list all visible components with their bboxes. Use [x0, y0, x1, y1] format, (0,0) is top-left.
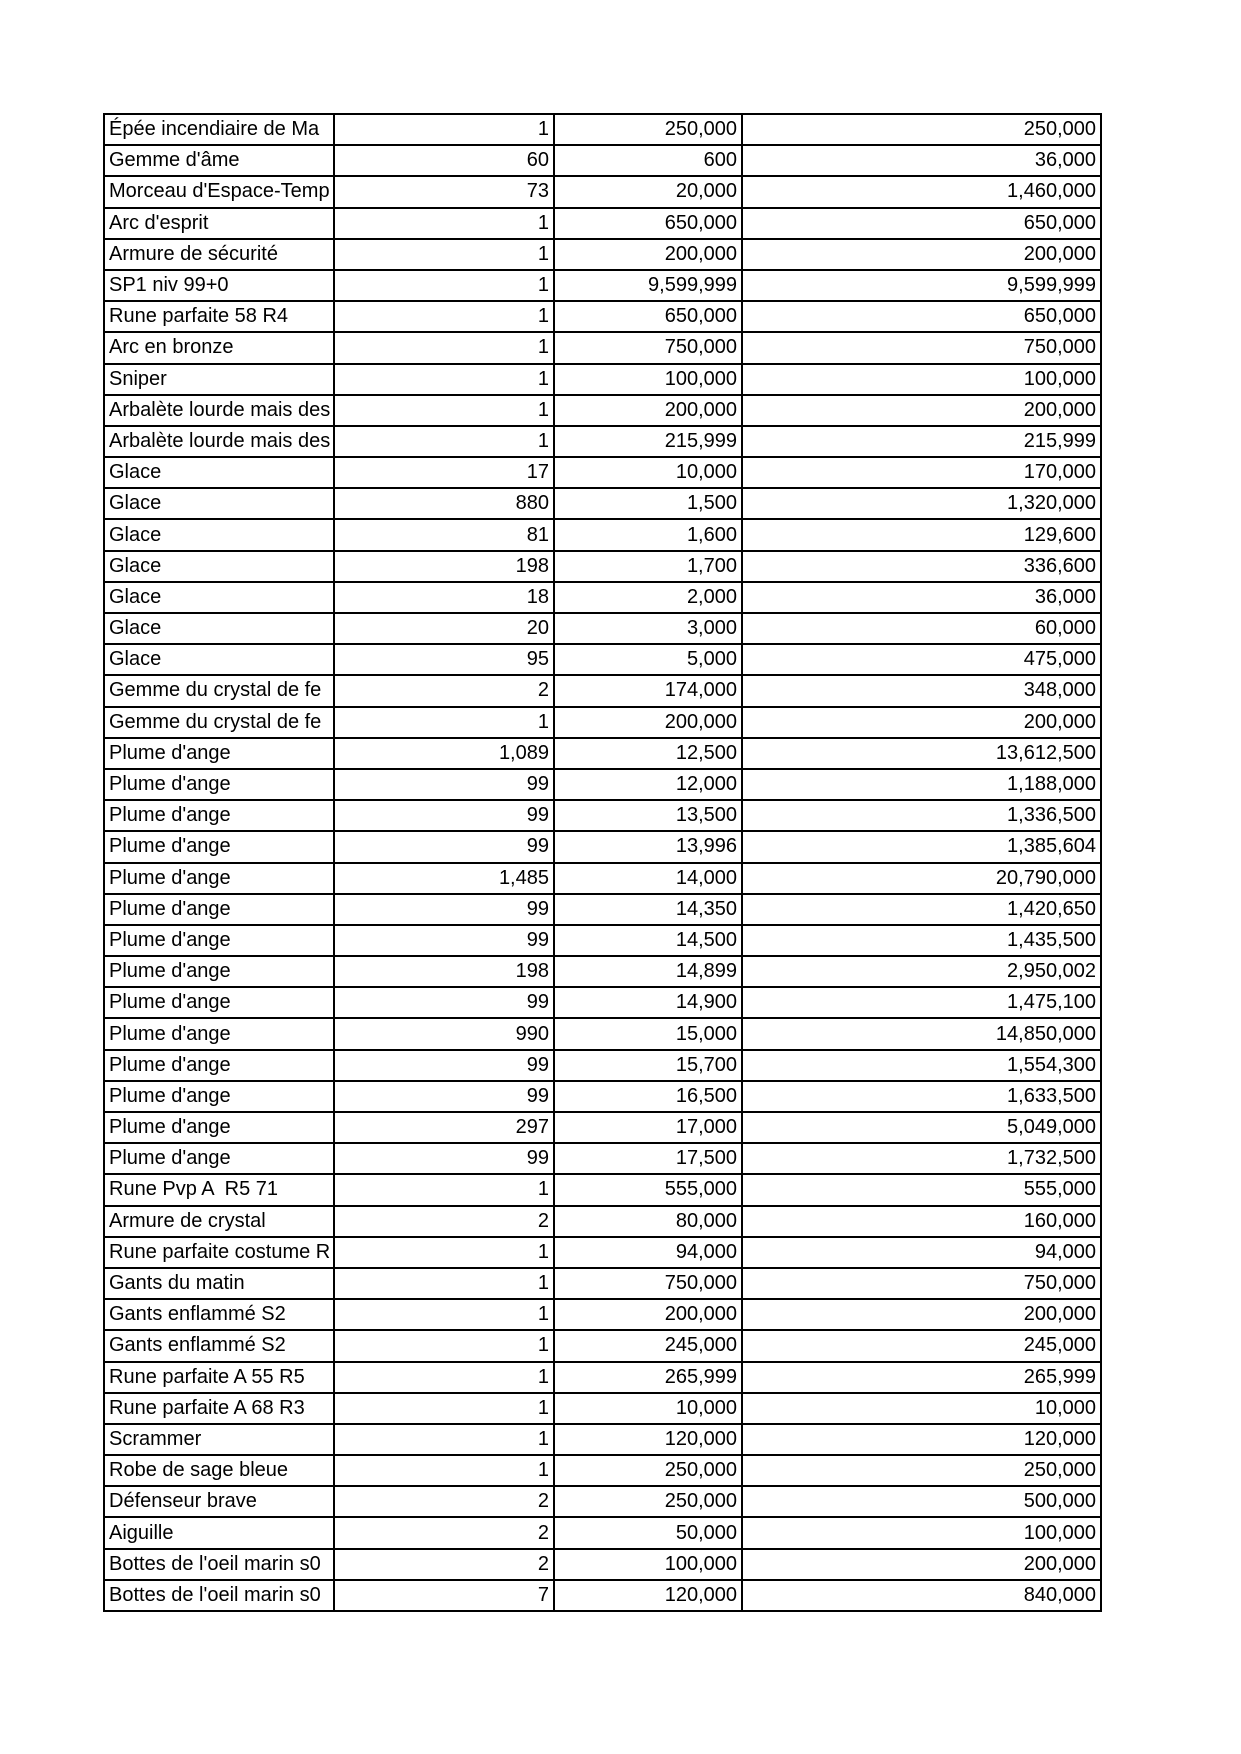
total-price-cell: 14,850,000 — [742, 1018, 1101, 1049]
unit-price-cell: 10,000 — [554, 457, 742, 488]
quantity-cell: 99 — [334, 894, 554, 925]
item-name-cell: Gants enflammé S2 — [104, 1330, 334, 1361]
total-price-cell: 555,000 — [742, 1174, 1101, 1205]
table-row — [104, 1486, 1101, 1517]
quantity-cell: 81 — [334, 519, 554, 550]
item-name-cell: Gants du matin — [104, 1268, 334, 1299]
table-row — [104, 613, 1101, 644]
item-name-cell: Morceau d'Espace-Temp — [104, 176, 334, 207]
inventory-table — [103, 113, 1102, 1612]
table-row — [104, 956, 1101, 987]
item-name-cell: Gants enflammé S2 — [104, 1299, 334, 1330]
total-price-cell: 1,320,000 — [742, 488, 1101, 519]
table-row — [104, 1549, 1101, 1580]
total-price-cell: 36,000 — [742, 582, 1101, 613]
item-name-cell: Épée incendiaire de Ma — [104, 114, 334, 145]
total-price-cell: 129,600 — [742, 519, 1101, 550]
unit-price-cell: 2,000 — [554, 582, 742, 613]
table-row — [104, 239, 1101, 270]
quantity-cell: 2 — [334, 1486, 554, 1517]
quantity-cell: 990 — [334, 1018, 554, 1049]
table-row — [104, 145, 1101, 176]
item-name-cell: Gemme du crystal de fe — [104, 707, 334, 738]
quantity-cell: 73 — [334, 176, 554, 207]
table-row — [104, 582, 1101, 613]
item-name-cell: Scrammer — [104, 1424, 334, 1455]
unit-price-cell: 1,600 — [554, 519, 742, 550]
quantity-cell: 1 — [334, 1237, 554, 1268]
item-name-cell: Plume d'ange — [104, 1143, 334, 1174]
item-name-cell: Armure de crystal — [104, 1206, 334, 1237]
table-row — [104, 831, 1101, 862]
total-price-cell: 1,554,300 — [742, 1050, 1101, 1081]
total-price-cell: 1,460,000 — [742, 176, 1101, 207]
unit-price-cell: 94,000 — [554, 1237, 742, 1268]
quantity-cell: 1 — [334, 1393, 554, 1424]
unit-price-cell: 16,500 — [554, 1081, 742, 1112]
table-row — [104, 1112, 1101, 1143]
total-price-cell: 9,599,999 — [742, 270, 1101, 301]
quantity-cell: 99 — [334, 800, 554, 831]
quantity-cell: 1 — [334, 364, 554, 395]
quantity-cell: 1 — [334, 208, 554, 239]
table-row — [104, 1237, 1101, 1268]
unit-price-cell: 10,000 — [554, 1393, 742, 1424]
unit-price-cell: 250,000 — [554, 114, 742, 145]
table-row — [104, 1206, 1101, 1237]
item-name-cell: Rune parfaite A 68 R3 — [104, 1393, 334, 1424]
unit-price-cell: 80,000 — [554, 1206, 742, 1237]
item-name-cell: Plume d'ange — [104, 894, 334, 925]
unit-price-cell: 650,000 — [554, 301, 742, 332]
quantity-cell: 1 — [334, 426, 554, 457]
item-name-cell: Plume d'ange — [104, 1050, 334, 1081]
total-price-cell: 20,790,000 — [742, 863, 1101, 894]
table-row — [104, 519, 1101, 550]
quantity-cell: 99 — [334, 925, 554, 956]
unit-price-cell: 14,350 — [554, 894, 742, 925]
table-row — [104, 769, 1101, 800]
item-name-cell: Défenseur brave — [104, 1486, 334, 1517]
unit-price-cell: 14,500 — [554, 925, 742, 956]
quantity-cell: 20 — [334, 613, 554, 644]
table-row — [104, 488, 1101, 519]
total-price-cell: 215,999 — [742, 426, 1101, 457]
item-name-cell: Glace — [104, 488, 334, 519]
item-name-cell: Glace — [104, 613, 334, 644]
item-name-cell: Armure de sécurité — [104, 239, 334, 270]
table-row — [104, 176, 1101, 207]
quantity-cell: 2 — [334, 1549, 554, 1580]
table-row — [104, 707, 1101, 738]
unit-price-cell: 650,000 — [554, 208, 742, 239]
unit-price-cell: 200,000 — [554, 707, 742, 738]
unit-price-cell: 14,900 — [554, 987, 742, 1018]
table-row — [104, 270, 1101, 301]
table-row — [104, 1330, 1101, 1361]
table-row — [104, 208, 1101, 239]
unit-price-cell: 200,000 — [554, 395, 742, 426]
unit-price-cell: 100,000 — [554, 364, 742, 395]
unit-price-cell: 50,000 — [554, 1517, 742, 1548]
unit-price-cell: 15,000 — [554, 1018, 742, 1049]
total-price-cell: 1,732,500 — [742, 1143, 1101, 1174]
item-name-cell: SP1 niv 99+0 — [104, 270, 334, 301]
unit-price-cell: 1,700 — [554, 551, 742, 582]
quantity-cell: 1 — [334, 1362, 554, 1393]
table-row — [104, 1143, 1101, 1174]
table-row — [104, 426, 1101, 457]
quantity-cell: 99 — [334, 831, 554, 862]
item-name-cell: Arc d'esprit — [104, 208, 334, 239]
item-name-cell: Glace — [104, 457, 334, 488]
total-price-cell: 160,000 — [742, 1206, 1101, 1237]
quantity-cell: 1 — [334, 1424, 554, 1455]
unit-price-cell: 245,000 — [554, 1330, 742, 1361]
item-name-cell: Rune parfaite costume R — [104, 1237, 334, 1268]
unit-price-cell: 13,996 — [554, 831, 742, 862]
table-row — [104, 1424, 1101, 1455]
total-price-cell: 500,000 — [742, 1486, 1101, 1517]
total-price-cell: 100,000 — [742, 1517, 1101, 1548]
quantity-cell: 1 — [334, 1330, 554, 1361]
total-price-cell: 265,999 — [742, 1362, 1101, 1393]
unit-price-cell: 174,000 — [554, 675, 742, 706]
table-row — [104, 1580, 1101, 1611]
total-price-cell: 245,000 — [742, 1330, 1101, 1361]
quantity-cell: 1 — [334, 395, 554, 426]
item-name-cell: Gemme du crystal de fe — [104, 675, 334, 706]
table-row — [104, 644, 1101, 675]
quantity-cell: 17 — [334, 457, 554, 488]
item-name-cell: Plume d'ange — [104, 769, 334, 800]
table-row — [104, 1050, 1101, 1081]
quantity-cell: 7 — [334, 1580, 554, 1611]
total-price-cell: 5,049,000 — [742, 1112, 1101, 1143]
table-row — [104, 738, 1101, 769]
quantity-cell: 99 — [334, 769, 554, 800]
quantity-cell: 198 — [334, 551, 554, 582]
unit-price-cell: 17,500 — [554, 1143, 742, 1174]
unit-price-cell: 200,000 — [554, 239, 742, 270]
total-price-cell: 1,188,000 — [742, 769, 1101, 800]
total-price-cell: 10,000 — [742, 1393, 1101, 1424]
item-name-cell: Plume d'ange — [104, 1112, 334, 1143]
item-name-cell: Plume d'ange — [104, 831, 334, 862]
unit-price-cell: 120,000 — [554, 1580, 742, 1611]
unit-price-cell: 100,000 — [554, 1549, 742, 1580]
item-name-cell: Glace — [104, 519, 334, 550]
total-price-cell: 200,000 — [742, 1549, 1101, 1580]
unit-price-cell: 200,000 — [554, 1299, 742, 1330]
item-name-cell: Plume d'ange — [104, 863, 334, 894]
table-row — [104, 1081, 1101, 1112]
table-row — [104, 364, 1101, 395]
quantity-cell: 99 — [334, 1081, 554, 1112]
quantity-cell: 1,089 — [334, 738, 554, 769]
unit-price-cell: 12,000 — [554, 769, 742, 800]
total-price-cell: 36,000 — [742, 145, 1101, 176]
total-price-cell: 13,612,500 — [742, 738, 1101, 769]
quantity-cell: 1 — [334, 1174, 554, 1205]
inventory-table-body — [104, 114, 1101, 1611]
table-row — [104, 1174, 1101, 1205]
table-row — [104, 551, 1101, 582]
total-price-cell: 2,950,002 — [742, 956, 1101, 987]
item-name-cell: Glace — [104, 582, 334, 613]
total-price-cell: 650,000 — [742, 301, 1101, 332]
total-price-cell: 1,420,650 — [742, 894, 1101, 925]
unit-price-cell: 250,000 — [554, 1455, 742, 1486]
table-row — [104, 1362, 1101, 1393]
total-price-cell: 200,000 — [742, 395, 1101, 426]
total-price-cell: 650,000 — [742, 208, 1101, 239]
item-name-cell: Plume d'ange — [104, 1018, 334, 1049]
item-name-cell: Plume d'ange — [104, 987, 334, 1018]
unit-price-cell: 12,500 — [554, 738, 742, 769]
total-price-cell: 1,336,500 — [742, 800, 1101, 831]
unit-price-cell: 215,999 — [554, 426, 742, 457]
quantity-cell: 1 — [334, 1455, 554, 1486]
table-row — [104, 925, 1101, 956]
item-name-cell: Arbalète lourde mais des — [104, 395, 334, 426]
quantity-cell: 2 — [334, 1517, 554, 1548]
quantity-cell: 1 — [334, 1299, 554, 1330]
item-name-cell: Rune parfaite A 55 R5 — [104, 1362, 334, 1393]
unit-price-cell: 600 — [554, 145, 742, 176]
quantity-cell: 99 — [334, 987, 554, 1018]
unit-price-cell: 1,500 — [554, 488, 742, 519]
item-name-cell: Arbalète lourde mais des — [104, 426, 334, 457]
table-row — [104, 332, 1101, 363]
unit-price-cell: 265,999 — [554, 1362, 742, 1393]
total-price-cell: 336,600 — [742, 551, 1101, 582]
quantity-cell: 1 — [334, 1268, 554, 1299]
unit-price-cell: 20,000 — [554, 176, 742, 207]
item-name-cell: Plume d'ange — [104, 956, 334, 987]
total-price-cell: 250,000 — [742, 114, 1101, 145]
quantity-cell: 198 — [334, 956, 554, 987]
item-name-cell: Bottes de l'oeil marin s0 — [104, 1549, 334, 1580]
quantity-cell: 1 — [334, 301, 554, 332]
total-price-cell: 1,385,604 — [742, 831, 1101, 862]
unit-price-cell: 120,000 — [554, 1424, 742, 1455]
unit-price-cell: 750,000 — [554, 332, 742, 363]
quantity-cell: 18 — [334, 582, 554, 613]
quantity-cell: 1 — [334, 707, 554, 738]
quantity-cell: 99 — [334, 1143, 554, 1174]
table-row — [104, 395, 1101, 426]
table-row — [104, 863, 1101, 894]
total-price-cell: 1,435,500 — [742, 925, 1101, 956]
total-price-cell: 840,000 — [742, 1580, 1101, 1611]
quantity-cell: 2 — [334, 1206, 554, 1237]
table-row — [104, 1455, 1101, 1486]
total-price-cell: 200,000 — [742, 707, 1101, 738]
item-name-cell: Rune Pvp A R5 71 — [104, 1174, 334, 1205]
item-name-cell: Plume d'ange — [104, 925, 334, 956]
item-name-cell: Glace — [104, 644, 334, 675]
item-name-cell: Plume d'ange — [104, 800, 334, 831]
table-row — [104, 987, 1101, 1018]
table-row — [104, 894, 1101, 925]
total-price-cell: 100,000 — [742, 364, 1101, 395]
item-name-cell: Aiguille — [104, 1517, 334, 1548]
item-name-cell: Robe de sage bleue — [104, 1455, 334, 1486]
unit-price-cell: 9,599,999 — [554, 270, 742, 301]
table-row — [104, 1018, 1101, 1049]
quantity-cell: 60 — [334, 145, 554, 176]
table-row — [104, 675, 1101, 706]
unit-price-cell: 3,000 — [554, 613, 742, 644]
total-price-cell: 1,633,500 — [742, 1081, 1101, 1112]
table-row — [104, 301, 1101, 332]
unit-price-cell: 13,500 — [554, 800, 742, 831]
total-price-cell: 170,000 — [742, 457, 1101, 488]
item-name-cell: Arc en bronze — [104, 332, 334, 363]
unit-price-cell: 17,000 — [554, 1112, 742, 1143]
quantity-cell: 99 — [334, 1050, 554, 1081]
total-price-cell: 200,000 — [742, 239, 1101, 270]
table-row — [104, 457, 1101, 488]
table-row — [104, 1299, 1101, 1330]
quantity-cell: 1 — [334, 270, 554, 301]
total-price-cell: 1,475,100 — [742, 987, 1101, 1018]
unit-price-cell: 15,700 — [554, 1050, 742, 1081]
unit-price-cell: 555,000 — [554, 1174, 742, 1205]
quantity-cell: 880 — [334, 488, 554, 519]
item-name-cell: Gemme d'âme — [104, 145, 334, 176]
item-name-cell: Plume d'ange — [104, 738, 334, 769]
unit-price-cell: 14,899 — [554, 956, 742, 987]
total-price-cell: 348,000 — [742, 675, 1101, 706]
total-price-cell: 60,000 — [742, 613, 1101, 644]
table-row — [104, 1268, 1101, 1299]
table-row — [104, 1393, 1101, 1424]
table-row — [104, 800, 1101, 831]
unit-price-cell: 5,000 — [554, 644, 742, 675]
item-name-cell: Glace — [104, 551, 334, 582]
unit-price-cell: 750,000 — [554, 1268, 742, 1299]
item-name-cell: Plume d'ange — [104, 1081, 334, 1112]
item-name-cell: Sniper — [104, 364, 334, 395]
quantity-cell: 297 — [334, 1112, 554, 1143]
total-price-cell: 120,000 — [742, 1424, 1101, 1455]
quantity-cell: 2 — [334, 675, 554, 706]
item-name-cell: Bottes de l'oeil marin s0 — [104, 1580, 334, 1611]
total-price-cell: 200,000 — [742, 1299, 1101, 1330]
quantity-cell: 1 — [334, 332, 554, 363]
total-price-cell: 94,000 — [742, 1237, 1101, 1268]
item-name-cell: Rune parfaite 58 R4 — [104, 301, 334, 332]
total-price-cell: 750,000 — [742, 332, 1101, 363]
quantity-cell: 95 — [334, 644, 554, 675]
total-price-cell: 475,000 — [742, 644, 1101, 675]
total-price-cell: 750,000 — [742, 1268, 1101, 1299]
table-row — [104, 1517, 1101, 1548]
table-row — [104, 114, 1101, 145]
unit-price-cell: 14,000 — [554, 863, 742, 894]
quantity-cell: 1,485 — [334, 863, 554, 894]
total-price-cell: 250,000 — [742, 1455, 1101, 1486]
quantity-cell: 1 — [334, 239, 554, 270]
unit-price-cell: 250,000 — [554, 1486, 742, 1517]
quantity-cell: 1 — [334, 114, 554, 145]
